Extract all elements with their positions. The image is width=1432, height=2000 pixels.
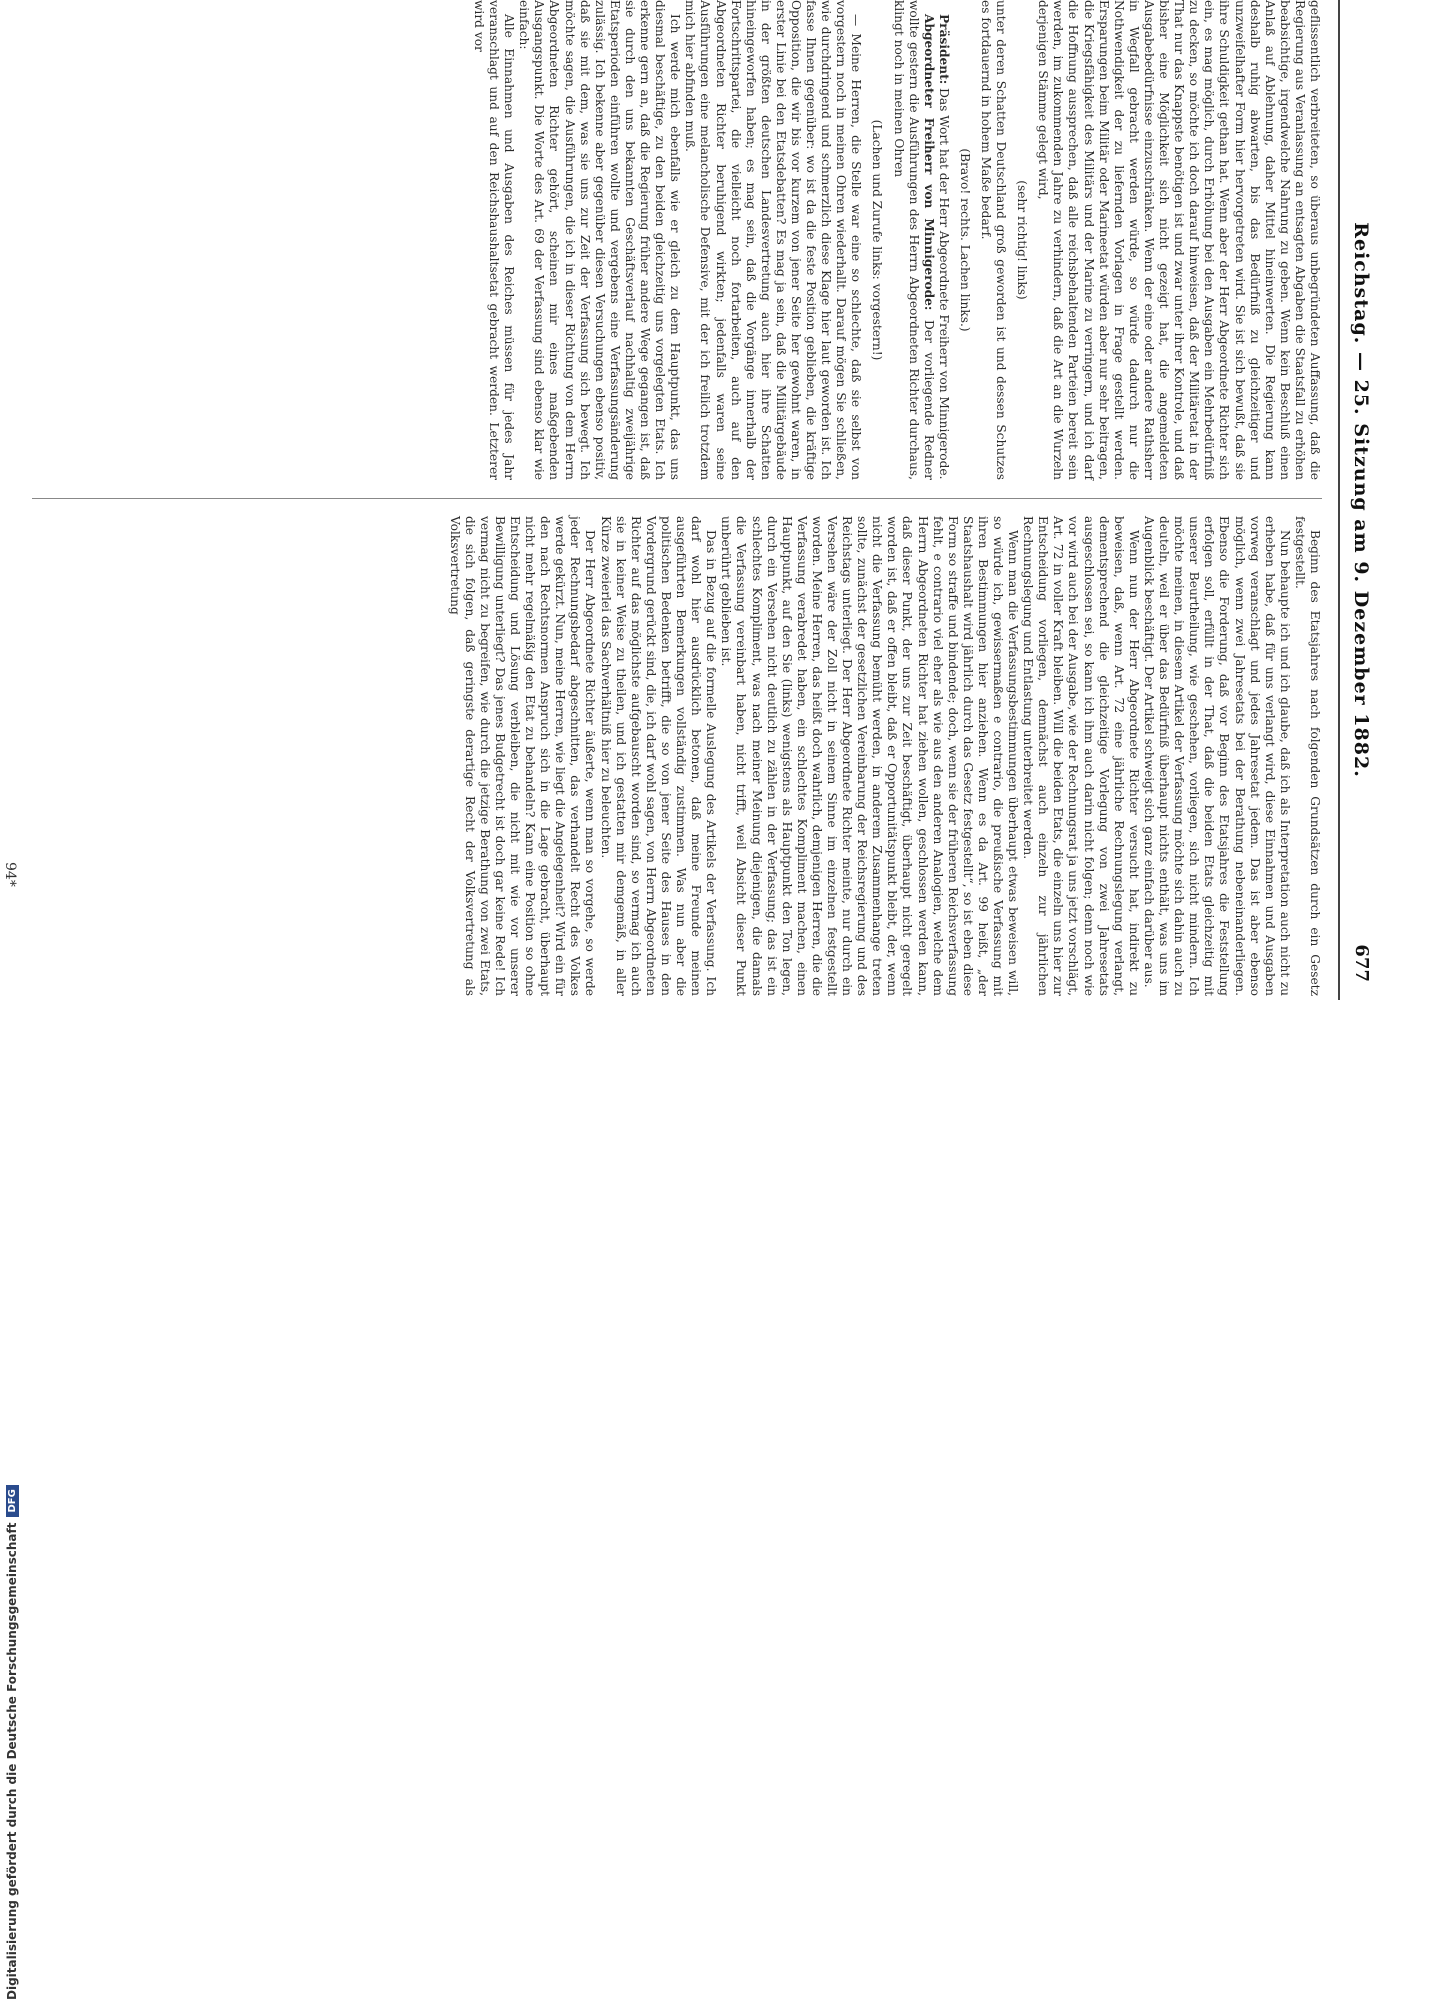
interjection: (sehr richtig! links): [1015, 180, 1030, 300]
speech-text: Der vorliegende Redner wollte gestern die Ausführungen des Herrn Abgeordneten Richter durchaus, klingt noch in meinen Ohren: [891, 0, 936, 480]
left-column: [471, 0, 1322, 480]
quote-paragraph: Beginn des Etatsjahres nach folgenden Grundsätzen durch ein Gesetz festgestellt.: [1292, 516, 1322, 996]
paragraph: Alle Einnahmen und Ausgaben des Reiches müssen für jedes Jahr veranschlagt und auf den Reichshaushaltsetat gebracht werden. Letzterer wird vor: [472, 0, 517, 480]
running-title: Reichstag. — 25. Sitzung am 9. Dezember 1882.: [1350, 222, 1372, 778]
paragraph: — Meine Herren, die Stelle war eine so schlechte, daß sie selbst von vorgestern noch in meinen Ohren wiederhallt. Darauf mögen Sie schließen, wie durchdringend und schmerzlich diese Klage hier laut geworden ist. Ich fasse Ihnen gegenüber: wo ist da die feste Position geblieben, die kräftige Opposition, die wir bis vor kurzem von jener Seite her gewohnt waren, in erster Linie bei den Etatsdebatten? Es mag ja sein, daß die Militärgebäude in der größten deutschen Landesvertretung auch hier ihre Schatten hineingeworfen haben; es mag sein, daß die Vorgänge innerhalb der Fortschrittspartei, die vielleicht noch fortarbeiten, auch auf den Abgeordneten Richter beruhigend wirkten; jedenfalls waren seine Ausführungen eine melancholische Defensive, mit der ich freilich trotzdem mich hier abfinden muß.: [683, 0, 864, 480]
sheet-signature: 94*: [2, 862, 18, 887]
paragraph: Der Herr Abgeordnete Richter äußerte, wenn man so vorgehe, so werde jeder Rechnungsbedarf abgeschnitten, das verhandelt Recht des Volkes werde gekürzt. Nun, meine Herren, wie liegt die Angelegenheit? Wird ein für den nach Rechtsnormen Anspruch sich in die Lage gebracht, überhaupt nicht mehr regelmäßig den Etat zu behandeln? Kann eine Position so ohne Entscheidung und Lösung verbleiben, die nicht mit wie vor unserer Bewilligung unterliegt? Das jenes Budgetrecht ist doch gar keine Rede! Ich vermag nicht zu begreifen, wie durch die jetzige Berathung von zwei Etats, die sich folgen, daß geringste derartige Recht der Volksvertretung als Volksvertretung: [447, 516, 598, 996]
speaker-name: Abgeordneter Freiherr von Minnigerode:: [921, 14, 936, 311]
document-page: [0, 0, 1400, 1000]
header-rule: [1338, 0, 1340, 1000]
paragraph: Nun behaupte ich und ich glaube, daß ich als Interpretation auch nicht zu erheben habe, daß für uns verlangt wird, diese Einnahmen und Ausgaben vorweg veranschlagt und jedes Jahresetat jedem. Das ist aber ebenso möglich, wenn zwei Jahresetats bei der Berathung nebeneinanderliegen. Ebenso die Forderung, daß vor Beginn des Etatsjahres die Feststellung erfolgen soll, erfüllt in der That, daß die beiden Etats gleichzeitig mit unserer Beurtheilung, wie geschehen, vorliegen, sich nicht mindern. Ich möchte meinen, in diesem Artikel der Verfassung möchte sich dahin auch zu deuteln, weil er über das Bedürfniß überhaupt nichts enthält, was uns im Augenblick beschäftigt. Der Artikel schweigt sich ganz einfach darüber aus.: [1141, 516, 1292, 996]
page-header: [1338, 0, 1378, 1000]
dfg-logo: DFG: [6, 1485, 19, 1516]
paragraph: Das in Bezug auf die formelle Auslegung des Artikels der Verfassung. Ich darf wohl hier ausdrücklich betonen, daß meine Freunde meinen ausgeführten Bemerkungen vollständig zustimmen. Was nun aber die politischen Bedenken betrifft, die so von jener Seite des Hauses in den Vordergrund gerückt sind, die, ich darf wohl sagen, von Herrn Abgeordneten Richter auf das möglichste aufgebauscht worden sind, so vermag ich auch sie in keiner Weise zu theilen, und ich gestatten mir demgemäß, in aller Kürze zweierlei das Sachverhältniß hier zu beleuchten.: [598, 516, 719, 996]
speech-paragraph: [890, 0, 935, 480]
page-number: 677: [1351, 944, 1372, 982]
interjection: (Lachen und Zurufe links: vorgestern!): [870, 119, 885, 361]
digitization-credit: [2, 1000, 22, 2000]
paragraph: Wenn nun der Herr Abgeordnete Richter versucht hat, indirekt zu beweisen, daß, wenn Art. 72 eine jährliche Rechnungslegung verlangt, dementsprechend die gleichzeitige Vorlegung von zwei Jahresetats ausgeschlossen sei, so kann ich ihm auch darin nicht folgen; denn noch wie vor wird auch bei der Ausgabe, wie der Rechnungsrat ja uns jetzt vorschlägt, Art. 72 in voller Kraft bleiben. Will die beiden Etats, die einzeln uns hier zur Entscheidung vorliegen, demnächst auch einzeln zur jährlichen Rechnungslegung und Entlastung unterbreitet werden.: [1021, 516, 1141, 996]
right-column: [447, 516, 1322, 996]
speech-paragraph: [936, 0, 951, 480]
interjection: (Bravo! rechts. Lachen links.): [957, 148, 972, 332]
paragraph: Wenn man die Verfassungsbestimmungen überhaupt etwas beweisen will, so würde ich, gewissermaßen e contrario, die preußische Verfassung mit ihren Bestimmungen hier anziehen. Wenn es da Art. 99 heißt, „der Staatshaushalt wird jährlich durch das Gesetz festgestellt“, so ist eben diese Form so straffe und bindende; doch, wenn sie der früheren Reichsverfassung fehlt, e contrario viel eher als wie aus den anderen Analogien, welche dem Herrn Abgeordneten Richter hat ziehen wollen, geschlossen werden kann, daß dieser Punkt, der uns zur Zeit beschäftigt, überhaupt nicht geregelt worden ist, daß er offen bleibt, daß er Opportunitätspunkt bleibt, der, wenn nicht die Verfassung bemüht werden, in anderem Zusammenhange treten sollte, zunächst der gesetzlichen Vereinbarung der Reichsregierung und des Reichstags unterliegt. Der Herr Abgeordnete Richter meinte, nur durch ein Versehen wäre der Zoll nicht in seinem Sinne im einzelnen festgestellt worden. Meine Herren, das heißt doch wahrlich, demjenigen Herren, die die Verfassung verabredet haben, ein schlechtes Kompliment machen, einen Hauptpunkt, auf den Sie (links) wenigstens als Hauptpunkt den Ton legen, durch ein Versehen nicht deutlich zu zählen in der Verfassung; das ist ein schlechtes Kompliment, was nach meiner Meinung diejenigen, die damals die Verfassung vereinbart haben, nicht trifft, weil Absicht dieser Punkt unberührt geblieben ist.: [719, 516, 1021, 996]
column-divider: [32, 498, 1322, 499]
credit-text: Digitalisierung gefördert durch die Deutsche Forschungsgemeinschaft: [5, 1522, 19, 2000]
speaker-name: Präsident:: [936, 14, 951, 85]
speech-text: Das Wort hat der Herr Abgeordnete Freiherr von Minnigerode.: [936, 88, 951, 480]
paragraph: geflissentlich verbreiteten, so überaus unbegründeten Auffassung, daß die Regierung aus Veranlassung an entsagten Abgaben die Staatsfall zu erhöhen beabsichtige, irgendwelche Nahrung zu geben. Wenn kein Beschluß einen Anlaß auf Ablehnung, daher Mittel hineinwerten. Die Regierung kann deshalb ruhig abwarten, bis das Bedürfniß zu gleichzeitiger und unzweifelhafter Form hier hervorgetreten wird. Sie ist sich bewußt, daß sie ihre Schuldigkeit gethan hat. Wenn aber der Herr Abgeordnete Richter sich ein, es mag möglich, durch Erhöhung bei den Ausgaben ein Mehrbedürfniß zu decken, so möchte ich doch darauf hinweisen, daß der Militäretat in der That nur das Knappste benötigen ist und zwar unter ihrer Kontrole, und daß bisher eine Möglichkeit sich nicht gezeigt hat, die angemeldeten Ausgabebedürfnisse einzuschränken. Wenn der eine oder andere Rathsherr in Wegfall gebracht werden würde, so würde dadurch nur die Nothwendigkeit der zu liefernden Vorlagen in Frage gestellt werden. Ersparungen beim Militär oder Marineetat würden aber nur sehr beitragen, die Kriegsfähigkeit des Militärs und der Marine zu verringern, und ich darf die Hoffnung aussprechen, daß alle reichsbehaltenden Parteien bereit sein werden, im zukommenden Jahre zu verhindern, daß die Art an die Wurzeln derjenigen Stämme gelegt wird,: [1036, 0, 1322, 480]
paragraph: unter deren Schatten Deutschland groß geworden ist und dessen Schutzes es fortdauernd in hohem Maße bedarf.: [979, 0, 1009, 480]
paragraph: Ich werde mich ebenfalls wie er gleich zu dem Hauptpunkt, das uns diesmal beschäftige, zu den beiden gleichzeitig uns vorgelegten Etats. Ich erkenne gern an, daß die Regierung früher andere Wege gegangen ist, daß sie durch den uns bekannten Geschäftsverlauf nachhaltig zweijährige Etatsperioden einführen wollte und vergebens eine Verfassungsänderung zulässig. Ich bekenne aber gegenüber diesen Versuchungen ebenso positiv, daß sie mit dem, was sie uns zur Zeit der Verfassung sich bewegt. Ich möchte sagen, die Ausführungen, die ich in dieser Richtung von dem Herrn Abgeordneten Richter gehört, scheinen mir eines maßgebenden Ausgangspunkt. Die Worte des Art. 69 der Verfassung sind ebenso klar wie einfach:: [517, 0, 683, 480]
